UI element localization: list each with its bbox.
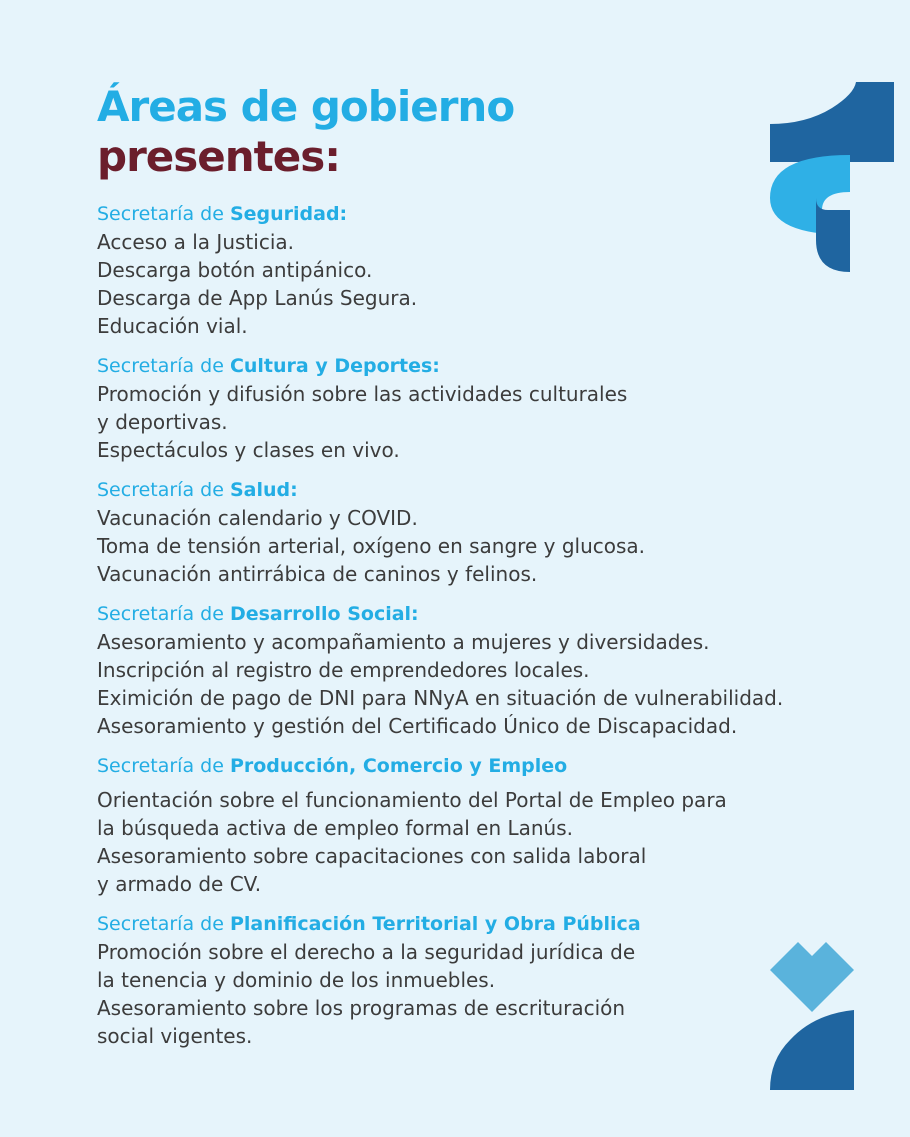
- item-line: Asesoramiento sobre capacitaciones con salida laboral: [97, 844, 647, 868]
- section-salud: [97, 476, 877, 588]
- title-line-2: presentes:: [97, 132, 341, 181]
- item-line: Educación vial.: [97, 314, 248, 338]
- section-name: Desarrollo Social:: [229, 603, 419, 625]
- section-name: Cultura y Deportes:: [229, 355, 440, 377]
- item-line: Promoción sobre el derecho a la seguridad jurídica de: [97, 940, 636, 964]
- item-line: Promoción y difusión sobre las actividades culturales: [97, 382, 628, 406]
- page-title: [97, 82, 514, 182]
- sections-list: [97, 200, 877, 1062]
- decorative-shapes-bottom-icon: [770, 940, 910, 1100]
- item-line: y armado de CV.: [97, 872, 262, 896]
- title-line-1: Áreas de gobierno: [97, 82, 515, 131]
- item-line: Asesoramiento y acompañamiento a mujeres y diversidades.: [97, 630, 710, 654]
- item-line: Descarga de App Lanús Segura.: [97, 286, 418, 310]
- section-heading: [97, 752, 877, 780]
- section-prefix: Secretaría de: [97, 479, 230, 501]
- item-line: la tenencia y dominio de los inmuebles.: [97, 968, 496, 992]
- section-heading: [97, 200, 877, 228]
- item-line: Asesoramiento sobre los programas de escrituración: [97, 996, 626, 1020]
- item-line: Descarga botón antipánico.: [97, 258, 373, 282]
- section-prefix: Secretaría de: [97, 203, 230, 225]
- section-desarrollo-social: [97, 600, 877, 740]
- section-prefix: Secretaría de: [97, 355, 230, 377]
- section-produccion-comercio-empleo: [97, 752, 877, 898]
- item-line: Toma de tensión arterial, oxígeno en sangre y glucosa.: [97, 534, 646, 558]
- section-heading: [97, 352, 877, 380]
- section-cultura-deportes: [97, 352, 877, 464]
- decorative-arcs-top-icon: [770, 80, 910, 275]
- item-line: y deportivas.: [97, 410, 228, 434]
- item-line: Vacunación calendario y COVID.: [97, 506, 418, 530]
- section-prefix: Secretaría de: [97, 913, 230, 935]
- section-name: Producción, Comercio y Empleo: [229, 755, 568, 777]
- section-name: Seguridad:: [229, 203, 348, 225]
- section-name: Salud:: [229, 479, 298, 501]
- section-prefix: Secretaría de: [97, 603, 230, 625]
- item-line: Espectáculos y clases en vivo.: [97, 438, 400, 462]
- item-line: Vacunación antirrábica de caninos y felinos.: [97, 562, 538, 586]
- item-line: Orientación sobre el funcionamiento del Portal de Empleo para: [97, 788, 727, 812]
- section-heading: [97, 476, 877, 504]
- section-name: Planificación Territorial y Obra Pública: [229, 913, 641, 935]
- section-planificacion-obra-publica: [97, 910, 877, 1050]
- item-line: la búsqueda activa de empleo formal en Lanús.: [97, 816, 574, 840]
- section-seguridad: [97, 200, 877, 340]
- section-heading: [97, 600, 877, 628]
- item-line: Inscripción al registro de emprendedores locales.: [97, 658, 590, 682]
- item-line: social vigentes.: [97, 1024, 253, 1048]
- section-heading: [97, 910, 877, 938]
- item-line: Asesoramiento y gestión del Certificado Único de Discapacidad.: [97, 714, 738, 738]
- section-prefix: Secretaría de: [97, 755, 230, 777]
- item-line: Eximición de pago de DNI para NNyA en situación de vulnerabilidad.: [97, 686, 784, 710]
- item-line: Acceso a la Justicia.: [97, 230, 294, 254]
